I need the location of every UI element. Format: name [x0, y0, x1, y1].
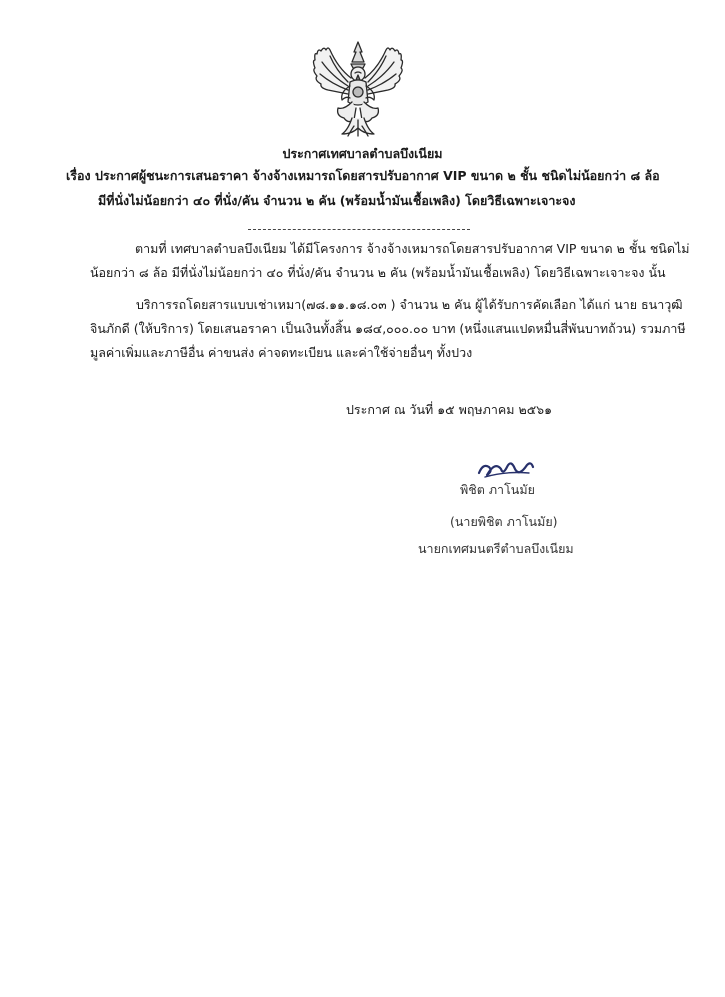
body-line-3: บริการรถโดยสารแบบเช่าเหมา(๗๘.๑๑.๑๘.๐๓ ) จำนวน ๒ คัน ผู้ได้รับการคัดเลือก ได้แก่ นาย ธนาวุฒิ	[136, 297, 683, 312]
section-divider	[248, 229, 470, 230]
signatory-full-name: (นายพิชิต ภาโนมัย)	[450, 514, 558, 529]
announcement-date: ประกาศ ณ วันที่ ๑๕ พฤษภาคม ๒๕๖๑	[346, 402, 553, 417]
body-line-4: จินภักดี (ให้บริการ) โดยเสนอราคา เป็นเงินทั้งสิ้น ๑๘๔,๐๐๐.๐๐ บาท (หนึ่งแสนแปดหมื่นสี่พันบาทถ้วน) รวมภาษี	[90, 321, 686, 336]
garuda-emblem	[308, 38, 408, 140]
body-line-2: น้อยกว่า ๘ ล้อ มีที่นั่งไม่น้อยกว่า ๔๐ ที่นั่ง/คัน จำนวน ๒ คัน (พร้อมน้ำมันเชื้อเพลิง) โดยวิธีเฉพาะเจาะจง นั้น	[90, 265, 666, 280]
announcement-title: ประกาศเทศบาลตำบลบึงเนียม	[282, 146, 443, 161]
signed-name: พิชิต ภาโนมัย	[460, 482, 535, 497]
body-line-5: มูลค่าเพิ่มและภาษีอื่น ค่าขนส่ง ค่าจดทะเบียน และค่าใช้จ่ายอื่นๆ ทั้งปวง	[90, 345, 473, 360]
signatory-position: นายกเทศมนตรีตำบลบึงเนียม	[418, 541, 574, 556]
signature-mark	[475, 455, 537, 481]
subject-line-2: มีที่นั่งไม่น้อยกว่า ๔๐ ที่นั่ง/คัน จำนวน ๒ คัน (พร้อมน้ำมันเชื้อเพลิง) โดยวิธีเฉพาะเจาะจง	[98, 193, 576, 208]
subject-line-1: เรื่อง ประกาศผู้ชนะการเสนอราคา จ้างจ้างเหมารถโดยสารปรับอากาศ VIP ขนาด ๒ ชั้น ชนิดไม่น้อยกว่า ๘ ล้อ	[66, 168, 660, 183]
body-line-1: ตามที่ เทศบาลตำบลบึงเนียม ได้มีโครงการ จ้างจ้างเหมารถโดยสารปรับอากาศ VIP ขนาด ๒ ชั้น ชนิดไม่	[135, 241, 690, 256]
